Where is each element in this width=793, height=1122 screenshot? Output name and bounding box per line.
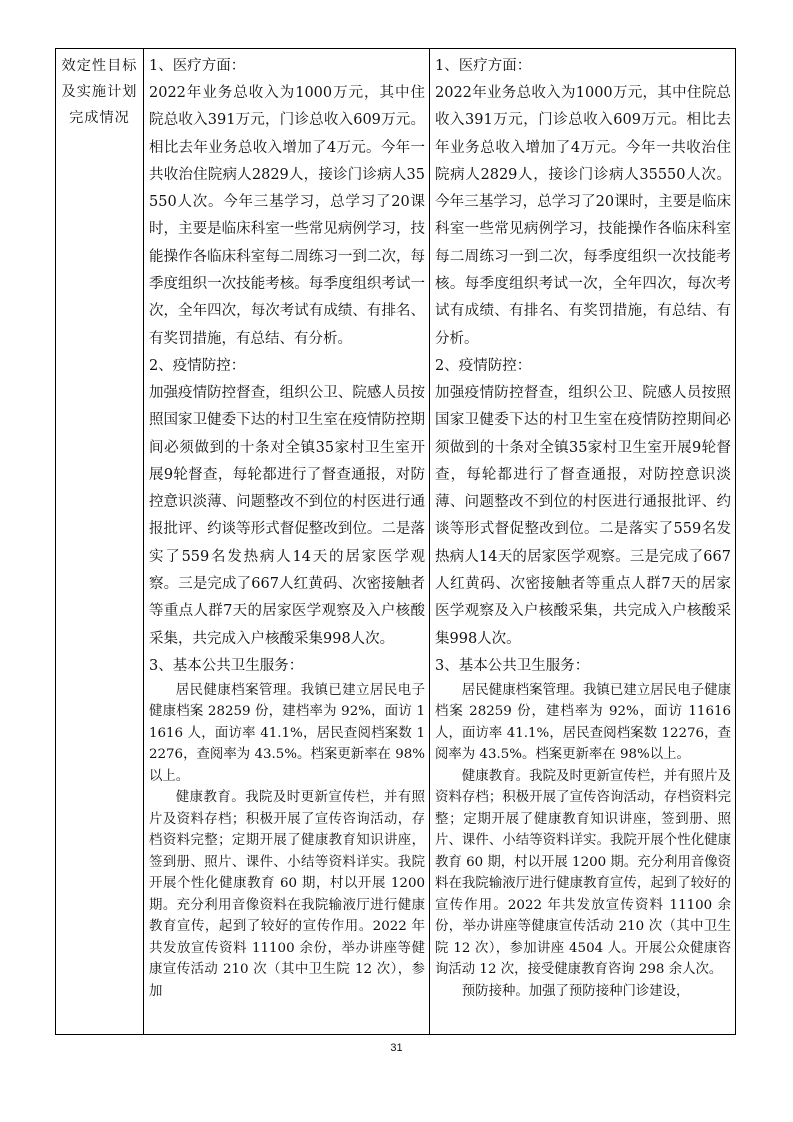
public-health-heading: 3、基本公共卫生服务： (149, 657, 304, 674)
row-label: 效定性目标及实施计划完成情况 (61, 58, 138, 126)
middle-column-cell (144, 49, 430, 1035)
content-table (55, 48, 736, 1035)
medical-heading: 1、医疗方面： (435, 58, 532, 74)
epidemic-text: 加强疫情防控督查，组织公卫、院感人员按照国家卫健委下达的村卫生室在疫情防控期间必须做到的十条对全镇35家村卫生室开展9轮督查，每轮都进行了督查通报，对防控意识淡薄、问题整改不到位的村医进行通报批评、约谈等形式督促整改到位。二是落实了559名发热病人14天的居家医学观察。三是完成了667人红黄码、次密接触者等重点人群7天的居家医学观察及入户核酸采集，共完成入户核酸采集998人次。 (149, 384, 425, 647)
records-text: 居民健康档案管理。我镇已建立居民电子健康档案 28259 份，建档率为 92%，面访 11616 人，面访率 41.1%，居民查阅档案数 12276，查阅率为 43.5%。档案更新率在 98%以上。 (149, 682, 425, 784)
medical-text: 2022年业务总收入为1000万元，其中住院总收入391万元，门诊总收入609万元。相比去年业务总收入增加了4万元。今年一共收治住院病人2829人，接诊门诊病人35550人次。今年三基学习，总学习了20课时，主要是临床科室一些常见病例学习，技能操作各临床科室每二周练习一到二次，每季度组织一次技能考核。每季度组织考试一次，全年四次，每次考试有成绩、有排名、有奖罚措施，有总结、有分析。 (435, 85, 731, 347)
right-column-cell (430, 49, 736, 1035)
public-health-heading: 3、基本公共卫生服务： (435, 657, 590, 674)
education-text: 健康教育。我院及时更新宣传栏，并有照片及资料存档；积极开展了宣传咨询活动，存档资料完整；定期开展了健康教育知识讲座，签到册、照片、课件、小结等资料详实。我院开展个性化健康教育 60 期，村以开展 1200 期。充分利用音像资料在我院输液厅进行健康教育宣传，起到了较好的宣传作用。2022 年共发放宣传资料 11100 余份，举办讲座等健康宣传活动 210 次（其中卫生院 12 次），参加 (149, 790, 425, 999)
row-label-cell (56, 49, 144, 1035)
epidemic-heading: 2、疫情防控： (435, 357, 532, 374)
epidemic-text: 加强疫情防控督查，组织公卫、院感人员按照国家卫健委下达的村卫生室在疫情防控期间必须做到的十条对全镇35家村卫生室开展9轮督查，每轮都进行了督查通报，对防控意识淡薄、问题整改不到位的村医进行通报批评、约谈等形式督促整改到位。二是落实了559名发热病人14天的居家医学观察。三是完成了667人红黄码、次密接触者等重点人群7天的居家医学观察及入户核酸采集，共完成入户核酸采集998人次。 (435, 384, 731, 647)
medical-text: 2022年业务总收入为1000万元，其中住院总收入391万元，门诊总收入609万元。相比去年业务总收入增加了4万元。今年一共收治住院病人2829人，接诊门诊病人35550人次。今年三基学习，总学习了20课时，主要是临床科室一些常见病例学习，技能操作各临床科室每二周练习一到二次，每季度组织一次技能考核。每季度组织考试一次，全年四次，每次考试有成绩、有排名、有奖罚措施，有总结、有分析。 (149, 85, 425, 347)
records-text: 居民健康档案管理。我镇已建立居民电子健康档案 28259 份，建档率为 92%，面访 11616 人，面访率 41.1%，居民查阅档案数 12276，查阅率为 43.5%。档案更新率在 98%以上。 (435, 682, 731, 763)
epidemic-heading: 2、疫情防控： (149, 357, 246, 374)
table-row (56, 49, 736, 1035)
vaccination-text: 预防接种。加强了预防接种门诊建设， (461, 983, 690, 999)
education-text: 健康教育。我院及时更新宣传栏，并有照片及资料存档；积极开展了宣传咨询活动，存档资料完整；定期开展了健康教育知识讲座，签到册、照片、课件、小结等资料详实。我院开展个性化健康教育 60 期，村以开展 1200 期。充分利用音像资料在我院输液厅进行健康教育宣传，起到了较好的宣传作用。2022 年共发放宣传资料 11100 余份，举办讲座等健康宣传活动 210 次（其中卫生院 12 次），参加讲座 4504 人。开展公众健康咨询活动 12 次，接受健康教育咨询 298 余人次。 (435, 768, 731, 978)
page-number: 31 (390, 1042, 403, 1054)
medical-heading: 1、医疗方面： (149, 58, 246, 74)
